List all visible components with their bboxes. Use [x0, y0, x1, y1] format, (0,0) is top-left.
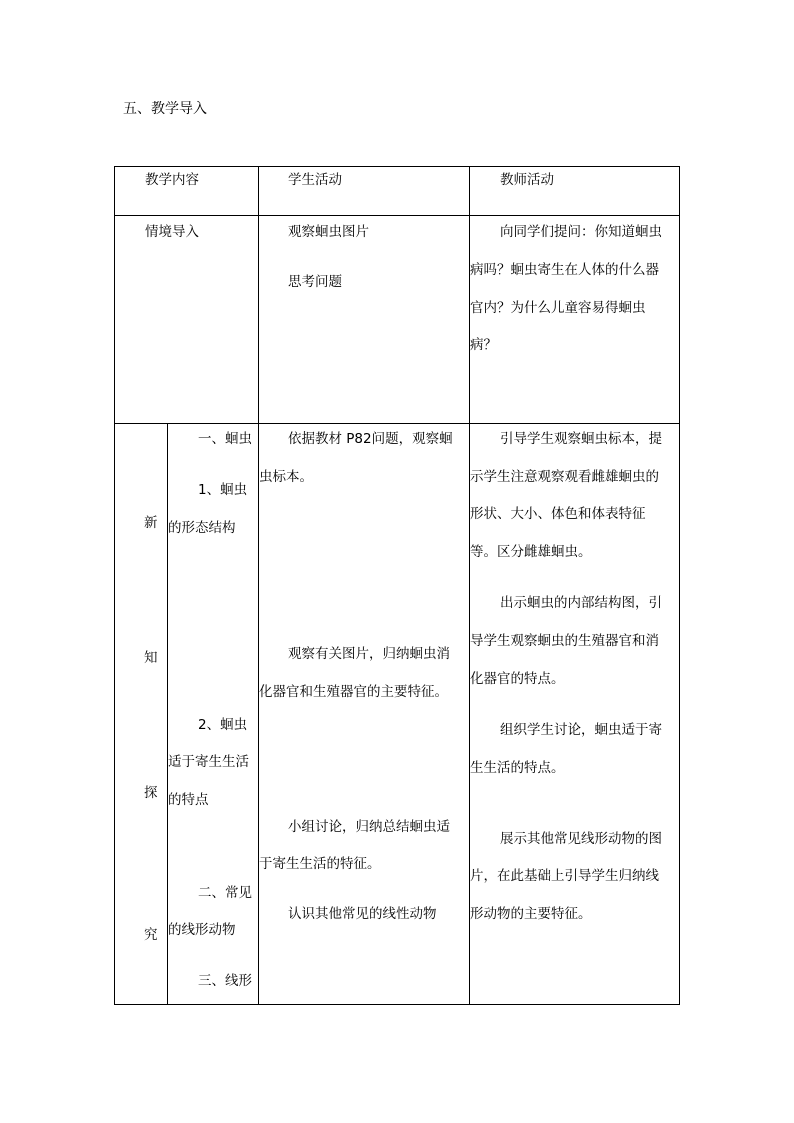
header-content: 教学内容	[145, 172, 199, 188]
topic-line: 三、线形	[198, 973, 252, 989]
intro-content: 情境导入	[145, 224, 199, 240]
intro-teacher-line: 病吗？蛔虫寄生在人体的什么器	[470, 262, 659, 278]
teacher-activity-line: 等。区分雌雄蛔虫。	[470, 544, 592, 560]
row-divider-intro	[114, 423, 680, 424]
table-border-bottom	[114, 1004, 680, 1005]
intro-teacher-line: 向同学们提问：你知道蛔虫	[500, 224, 662, 240]
intro-student-line: 思考问题	[288, 274, 342, 290]
student-activity-line: 于寄生生活的特征。	[259, 856, 381, 872]
teacher-activity-line: 形动物的主要特征。	[470, 906, 592, 922]
student-activity-line: 依据教材 P82问题，观察蛔	[288, 431, 453, 447]
category-char: 探	[144, 785, 158, 801]
intro-teacher-line: 官内？为什么儿童容易得蛔虫	[470, 300, 646, 316]
topic-line: 的线形动物	[168, 922, 236, 938]
student-activity-line: 虫标本。	[259, 469, 313, 485]
intro-student-line: 观察蛔虫图片	[288, 224, 369, 240]
column-divider-category	[167, 423, 168, 1005]
student-activity-line: 小组讨论，归纳总结蛔虫适	[288, 819, 450, 835]
teacher-activity-line: 片，在此基础上引导学生归纳线	[470, 868, 659, 884]
teacher-activity-line: 出示蛔虫的内部结构图，引	[500, 595, 662, 611]
teacher-activity-line: 导学生观察蛔虫的生殖器官和消	[470, 633, 659, 649]
topic-line: 的形态结构	[168, 520, 236, 536]
column-divider-content	[258, 166, 259, 1005]
table-border-top	[114, 166, 680, 167]
topic-line: 1、蛔虫	[198, 482, 248, 498]
section-title: 五、教学导入	[123, 101, 207, 117]
student-activity-line: 观察有关图片，归纳蛔虫消	[288, 646, 450, 662]
topic-line: 一、蛔虫	[198, 431, 252, 447]
teacher-activity-line: 生生活的特点。	[470, 760, 565, 776]
category-char: 究	[144, 927, 158, 943]
teacher-activity-line: 引导学生观察蛔虫标本，提	[500, 431, 662, 447]
teacher-activity-line: 展示其他常见线形动物的图	[500, 831, 662, 847]
category-char: 知	[144, 650, 158, 666]
topic-line: 的特点	[168, 792, 209, 808]
teacher-activity-line: 化器官的特点。	[470, 671, 565, 687]
header-student: 学生活动	[288, 172, 342, 188]
category-char: 新	[144, 515, 158, 531]
topic-line: 二、常见	[198, 885, 252, 901]
table-border-left	[114, 166, 115, 1005]
topic-line: 适于寄生生活	[168, 754, 249, 770]
teacher-activity-line: 示学生注意观察观看雌雄蛔虫的	[470, 469, 659, 485]
teacher-activity-line: 形状、大小、体色和体表特征	[470, 506, 646, 522]
teacher-activity-line: 组织学生讨论，蛔虫适于寄	[500, 722, 662, 738]
table-border-right	[679, 166, 680, 1005]
intro-teacher-line: 病？	[470, 337, 497, 353]
student-activity-line: 化器官和生殖器官的主要特征。	[259, 684, 448, 700]
topic-line: 2、蛔虫	[198, 717, 248, 733]
header-teacher: 教师活动	[500, 172, 554, 188]
student-activity-line: 认识其他常见的线性动物	[288, 906, 437, 922]
row-divider-header	[114, 215, 680, 216]
